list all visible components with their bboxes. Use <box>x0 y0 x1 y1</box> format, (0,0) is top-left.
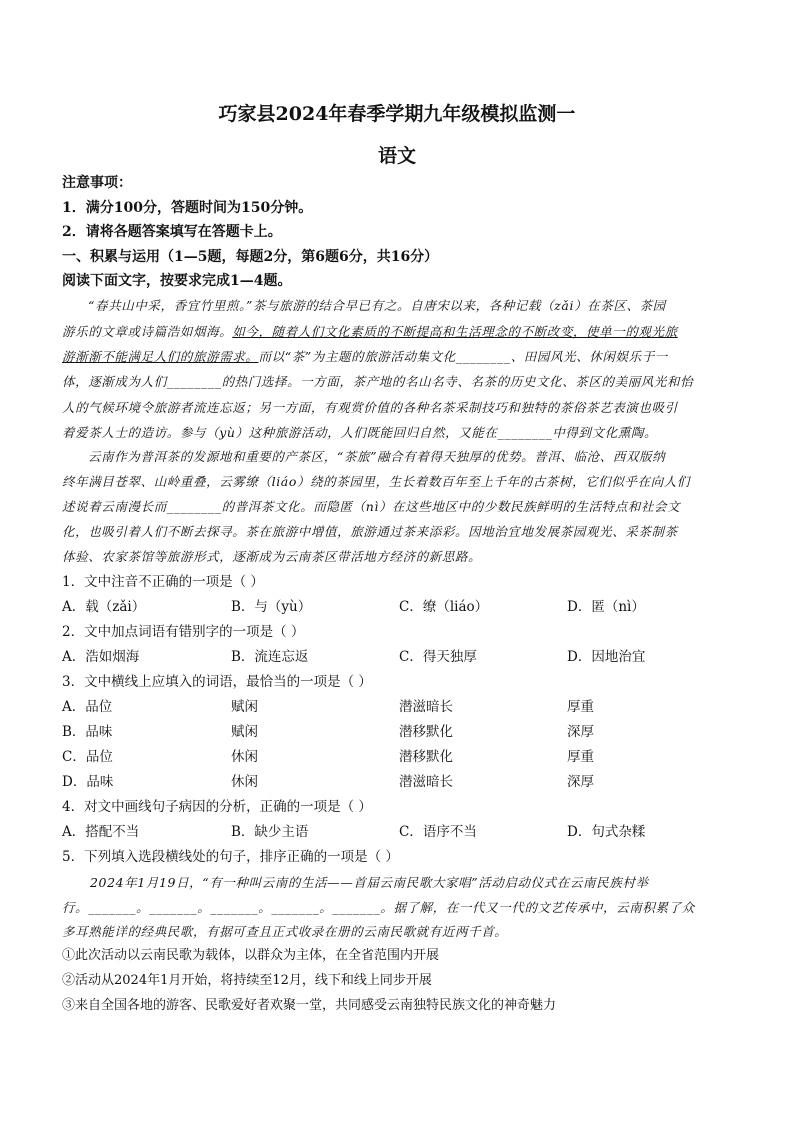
option-d: D．句式杂糅 <box>567 824 646 840</box>
q5-sentence: ②活动从2024年1月开始，将持续至12月，线下和线上同步开展 <box>62 973 432 988</box>
passage-line: 人的气候环境令旅游者流连忘返；另一方面，有观赏价值的各种名茶采制技巧和独特的茶俗茶艺表演也吸引 <box>62 400 678 415</box>
option-b: B．品味 <box>62 724 113 740</box>
q5-passage-line: 行。_______。_______。_______。_______。_______。据了解，在一代又一代的文艺传承中，云南积累了众 <box>62 900 695 915</box>
option-word: 潜滋暗长 <box>399 774 453 790</box>
passage-line: 着爱茶人士的造访。参与（yù）这种旅游活动，人们既能回归自然，又能在________中得到文化熏陶。 <box>62 425 658 440</box>
question-stem: 3．文中横线上应填入的词语，最恰当的一项是（ ） <box>62 674 372 690</box>
option-d: D．因地治宜 <box>567 649 646 665</box>
option-c: C．语序不当 <box>399 824 477 840</box>
option-word: 休闲 <box>231 749 258 765</box>
option-word: 厚重 <box>567 699 594 715</box>
subject-title: 语文 <box>377 145 416 167</box>
underlined-sentence: 如今，随着人们文化素质的不断提高和生活理念的不断改变，使单一的观光旅 <box>232 324 678 339</box>
section-heading: 一、积累与运用（1—5题，每题2分，第6题6分，共16分） <box>62 249 439 265</box>
reading-instruction: 阅读下面文字，按要求完成1—4题。 <box>62 273 292 289</box>
option-b: B．流连忘返 <box>231 649 309 665</box>
underlined-sentence: 游渐渐不能满足人们的旅游需求。 <box>62 349 259 364</box>
notes-heading: 注意事项： <box>62 175 132 191</box>
question-stem: 2．文中加点词语有错别字的一项是（ ） <box>62 624 305 640</box>
option-b: B．与（yù） <box>231 599 312 615</box>
passage-line: 体，逐渐成为人们________的热门选择。一方面，茶产地的名山名寺、名茶的历史文化、茶区的美丽风光和怡 <box>62 374 694 389</box>
passage-line: “春共山中采，香宜竹里煎。”茶与旅游的结合早已有之。自唐宋以来，各种记载（zǎi）在茶区、茶园 <box>88 298 666 313</box>
passage-line <box>62 347 668 367</box>
option-word: 休闲 <box>231 774 258 790</box>
option-word: 赋闲 <box>231 724 258 740</box>
passage-segment: 游乐的文章或诗篇浩如烟海。 <box>62 324 233 339</box>
option-d: D．品味 <box>62 774 114 790</box>
option-a: A．浩如烟海 <box>62 649 140 665</box>
option-a: A．载（zǎi） <box>62 599 146 615</box>
passage-line: 终年满目苍翠、山岭重叠，云雾缭（liáo）绕的茶园里，生长着数百年至上千年的古茶树，它们似乎在向人们 <box>62 474 690 489</box>
passage-line: 体验、农家茶馆等旅游形式，逐渐成为云南茶区带活地方经济的新思路。 <box>62 549 482 564</box>
passage-line: 云南作为普洱茶的发源地和重要的产茶区，“茶旅”融合有着得天独厚的优势。普洱、临沧、西双版纳 <box>88 449 666 464</box>
q5-sentence: ①此次活动以云南民歌为载体，以群众为主体，在全省范围内开展 <box>62 948 440 963</box>
option-d: D．匿（nì） <box>567 599 645 615</box>
passage-line <box>62 322 678 342</box>
option-c: C．缭（liáo） <box>399 599 489 615</box>
q5-passage-line: 2024年1月19日，“有一种叫云南的生活——首届云南民歌大家唱”活动启动仪式在云南民族村举 <box>90 875 649 890</box>
option-word: 深厚 <box>567 774 594 790</box>
option-c: C．品位 <box>62 749 113 765</box>
option-word: 赋闲 <box>231 699 258 715</box>
passage-line: 化，也吸引着人们不断去探寻。茶在旅游中增值，旅游通过茶来添彩。因地治宜地发展茶园观光、采茶制茶 <box>62 524 678 539</box>
option-a: A．品位 <box>62 699 113 715</box>
option-word: 深厚 <box>567 724 594 740</box>
option-word: 厚重 <box>567 749 594 765</box>
passage-line: 述说着云南漫长而________的普洱茶文化。而隐匿（nì）在这些地区中的少数民族鲜明的生活特点和社会文 <box>62 499 681 514</box>
exam-title: 巧家县2024年春季学期九年级模拟监测一 <box>218 103 576 125</box>
option-word: 潜移默化 <box>399 749 453 765</box>
q5-sentence: ③来自全国各地的游客、民歌爱好者欢聚一堂，共同感受云南独特民族文化的神奇魅力 <box>62 998 557 1013</box>
question-stem: 5．下列填入选段横线处的句子，排序正确的一项是（ ） <box>62 849 399 865</box>
note-item: 1．满分100分，答题时间为150分钟。 <box>62 200 313 216</box>
option-b: B．缺少主语 <box>231 824 309 840</box>
q5-passage-line: 多耳熟能详的经典民歌，有据可查且正式收录在册的云南民歌就有近两千首。 <box>62 924 508 939</box>
option-word: 潜移默化 <box>399 724 453 740</box>
passage-segment: 而以“茶”为主题的旅游活动集文化________、田园风光、休闲娱乐于一 <box>258 349 668 364</box>
option-c: C．得天独厚 <box>399 649 477 665</box>
option-word: 潜滋暗长 <box>399 699 453 715</box>
question-stem: 4．对文中画线句子病因的分析，正确的一项是（ ） <box>62 799 372 815</box>
note-item: 2．请将各题答案填写在答题卡上。 <box>62 224 282 240</box>
option-a: A．搭配不当 <box>62 824 140 840</box>
question-stem: 1．文中注音不正确的一项是（ ） <box>62 574 264 590</box>
